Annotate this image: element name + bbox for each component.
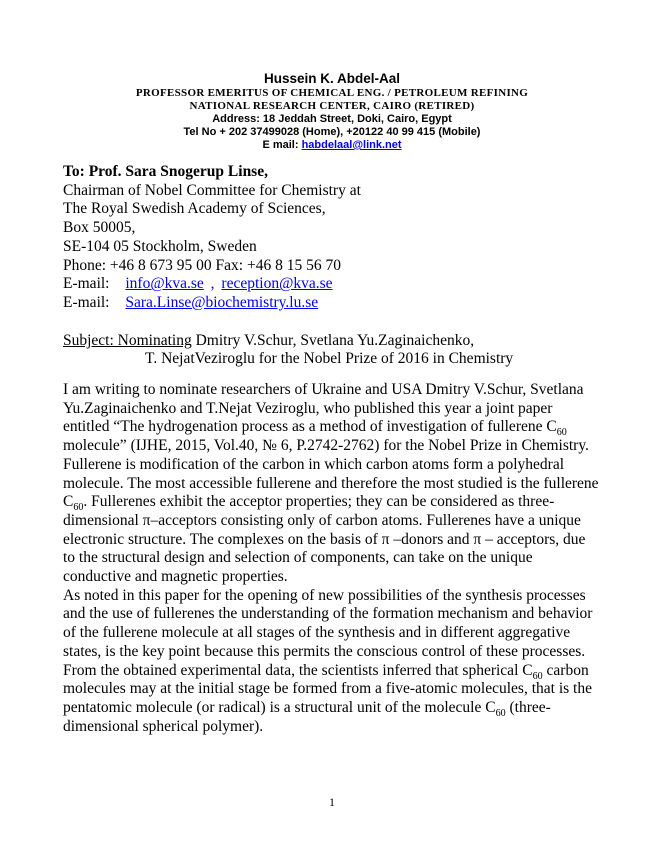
- recipient-email-separator: ,: [210, 275, 215, 293]
- recipient-email-link-info[interactable]: info@kva.se: [125, 275, 204, 293]
- recipient-line-org: The Royal Swedish Academy of Sciences,: [63, 200, 326, 218]
- body-paragraph-3: As noted in this paper for the opening of new possibilities of the synthesis processes and the use of fullerenes the understanding of the formation mechanism and behavior of the fullerene molecule at all stages of the synthesis and in different aggregative states, is the key point because this permits the conscious control of these processes.: [63, 586, 593, 660]
- letter-body: [63, 381, 601, 736]
- letterhead: [0, 0, 664, 152]
- recipient-line-box: Box 50005,: [63, 219, 136, 237]
- subject-line-2: T. NejatVeziroglu for the Nobel Prize of 2016 in Chemistry: [145, 350, 514, 368]
- author-name: Hussein K. Abdel-Aal: [263, 71, 401, 86]
- subject-line-1: [63, 332, 601, 351]
- recipient-line-title: Chairman of Nobel Committee for Chemistry at: [63, 181, 361, 199]
- author-phone: Tel No + 202 37499028 (Home), +20122 40 99 415 (Mobile): [183, 126, 481, 138]
- author-email-label: E mail:: [262, 139, 299, 151]
- author-title-line1: PROFESSOR EMERITUS OF CHEMICAL ENG. / PETROLEUM REFINING: [135, 87, 529, 99]
- body-paragraph-4: From the obtained experimental data, the scientists inferred that spherical $C_{60}$ carbon molecules may at the initial stage be formed from a five-atomic molecules, that is the pentatomic molecule (or radical) is a structural unit of the molecule $C_{60}$ (three-dimensional spherical polymer).: [63, 661, 592, 735]
- recipient-email-row-2: [63, 294, 664, 313]
- recipient-block: [63, 163, 664, 313]
- recipient-email-label-2: E-mail:: [63, 293, 110, 311]
- body-paragraph-2: Fullerene is modification of the carbon in which carbon atoms form a polyhedral molecule. The most accessible fullerene and therefore the most studied is the fullerene $C_{60}$. Fullerenes exhibit the acceptor properties; they can be considered as three-dimensional π–acceptors consisting only of carbon atoms. Fullerenes have a unique electronic structure. The complexes on the basis of π –donors and π – acceptors, due to the structural design and selection of components, can take on the unique conductive and magnetic properties.: [63, 455, 599, 586]
- author-address: Address: 18 Jeddah Street, Doki, Cairo, Egypt: [212, 113, 452, 125]
- subject-block: [63, 332, 601, 369]
- recipient-line-phone-fax: Phone: +46 8 673 95 00 Fax: +46 8 15 56 70: [63, 256, 341, 274]
- author-email-link[interactable]: habdelaal@link.net: [301, 139, 402, 151]
- recipient-email-row-1: [63, 275, 664, 294]
- recipient-email-label-1: E-mail:: [63, 275, 110, 293]
- author-title-line2: NATIONAL RESEARCH CENTER, CAIRO (RETIRED): [189, 100, 475, 112]
- subject-label-underlined: Subject: Nominating: [63, 331, 192, 349]
- recipient-email-link-sara[interactable]: Sara.Linse@biochemistry.lu.se: [125, 293, 319, 311]
- recipient-name: To: Prof. Sara Snogerup Linse,: [63, 163, 268, 180]
- body-paragraph-1: I am writing to nominate researchers of Ukraine and USA Dmitry V.Schur, Svetlana Yu.Zaginaichenko and T.Nejat Veziroglu, who published this year a joint paper entitled “The hydrogenation process as a method of investigation of fullerene $C_{60}$ molecule” (IJHE, 2015, Vol.40, № 6, P.2742-2762) for the Nobel Prize in Chemistry.: [63, 381, 589, 455]
- recipient-line-city: SE-104 05 Stockholm, Sweden: [63, 237, 257, 255]
- author-email-row: [0, 139, 664, 152]
- subject-nominees: Dmitry V.Schur, Svetlana Yu.Zaginaichenko,: [191, 331, 475, 349]
- page-number: 1: [329, 795, 335, 809]
- recipient-email-link-reception[interactable]: reception@kva.se: [221, 275, 333, 293]
